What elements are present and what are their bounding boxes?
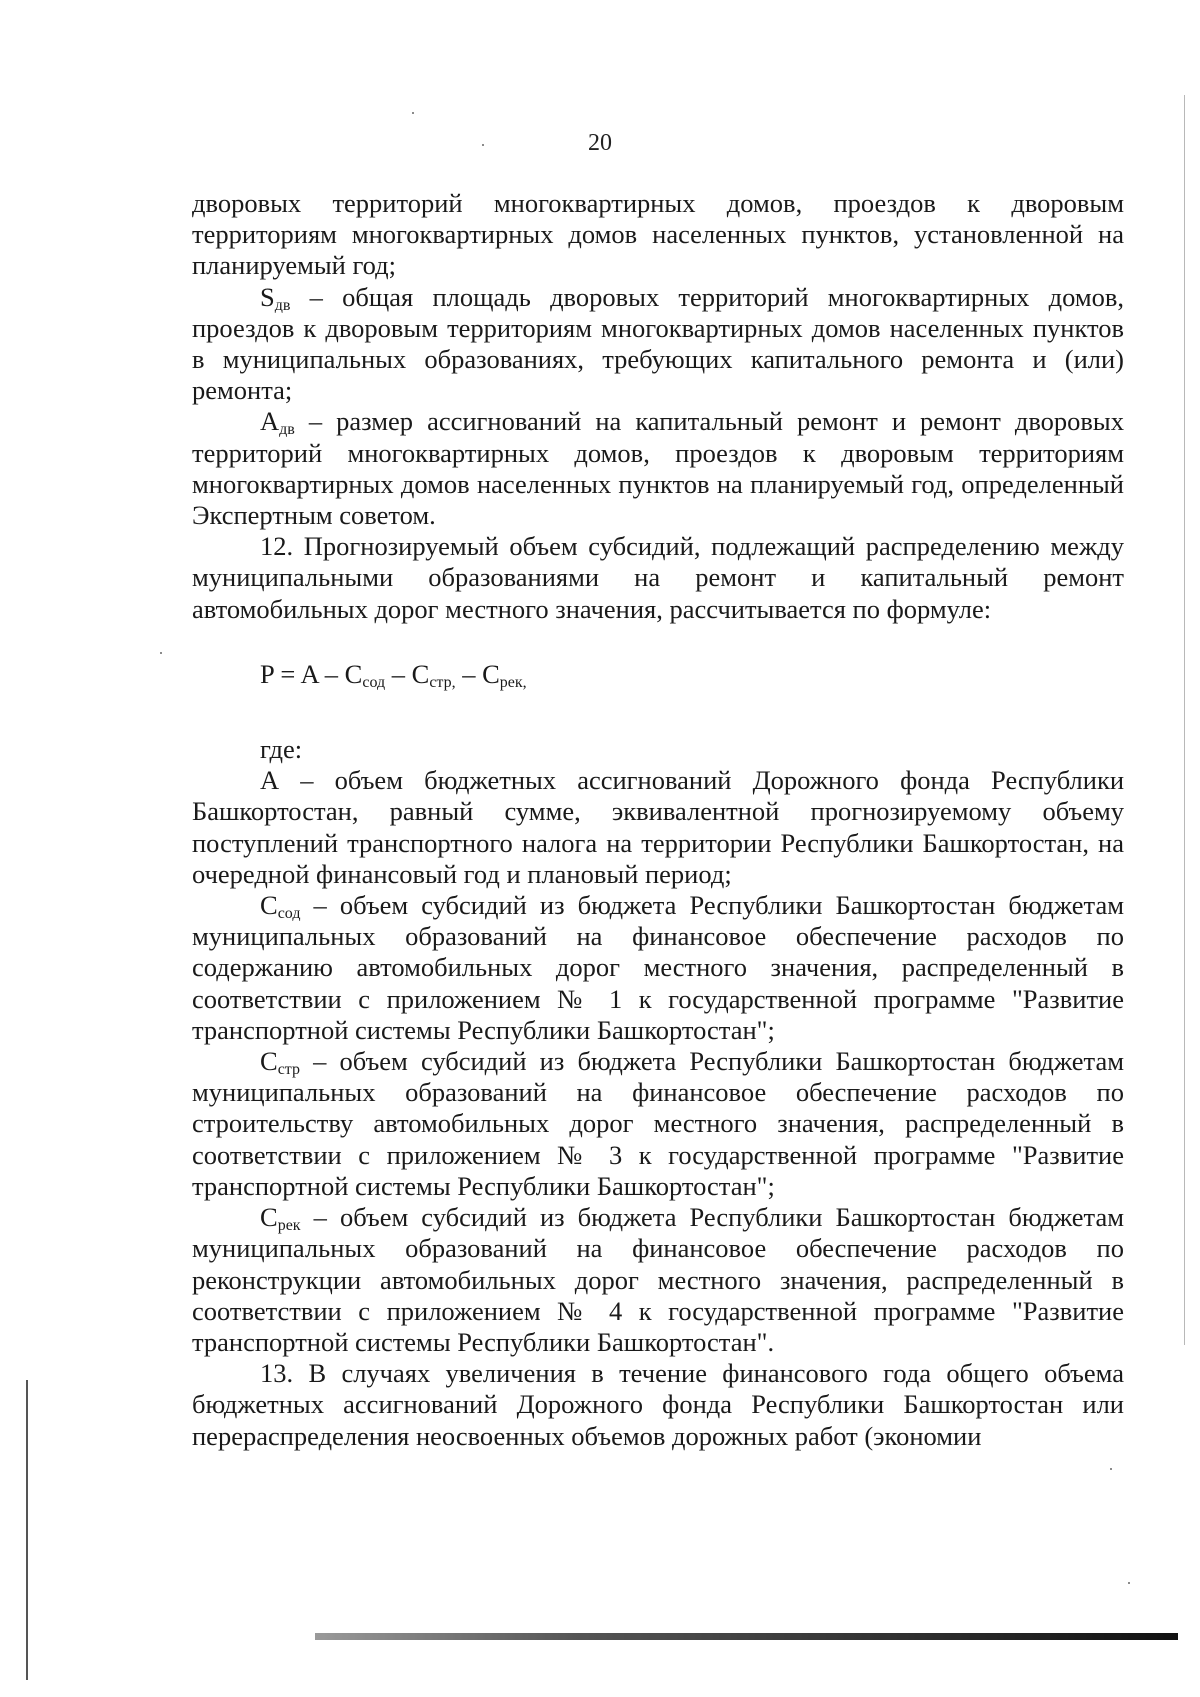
- definition-text: – объем субсидий из бюджета Республики Башкортостан бюджетам муниципальных образований на финансовое обеспечение расходов по строительству автомобильных дорог местного значения, распределенный в соответствии с приложением № 3 к государственной программе "Развитие транспортной системы Республики Башкортостан";: [192, 1046, 1124, 1201]
- definition-text: – общая площадь дворовых территорий многоквартирных домов, проездов к дворовым территориям многоквартирных домов населенных пунктов в муниципальных образованиях, требующих капитального ремонта и (или) ремонта;: [192, 281, 1124, 406]
- scan-speck: [1110, 1468, 1112, 1470]
- symbol-c: С: [260, 890, 278, 921]
- paragraph-a-definition: А – объем бюджетных ассигнований Дорожного фонда Республики Башкортостан, равный сумме, эквивалентной прогнозируемому объему поступлений транспортного налога на территории Республики Башкортостан, на очередной финансовый год и плановый период;: [192, 765, 1124, 889]
- definition-text: – размер ассигнований на капитальный ремонт и ремонт дворовых территорий многоквартирных домов, проездов к дворовым территориям многоквартирных домов населенных пунктов на планируемый год, определенный Экспертным советом.: [192, 406, 1124, 531]
- symbol-c: С: [260, 1046, 278, 1077]
- paragraph-a-dv: [192, 406, 1124, 531]
- paragraph-c-rek: [192, 1202, 1124, 1358]
- formula-subscript: сод: [362, 673, 386, 691]
- scan-speck: [412, 112, 414, 114]
- symbol-c: С: [260, 1202, 278, 1233]
- formula-subscript: стр,: [429, 673, 456, 691]
- paragraph-s-dv: [192, 282, 1124, 407]
- document-body: [192, 188, 1124, 1452]
- symbol-subscript: сод: [277, 905, 301, 923]
- paragraph-c-sod: [192, 890, 1124, 1046]
- paragraph-continuation: дворовых территорий многоквартирных домов, проездов к дворовым территориям многоквартирных домов населенных пунктов, установленной на планируемый год;: [192, 188, 1124, 281]
- page-number: 20: [588, 130, 612, 156]
- symbol-subscript: дв: [274, 296, 291, 314]
- formula: [260, 659, 1124, 690]
- scan-bottom-rule: [315, 1633, 1178, 1640]
- symbol-a: А: [260, 406, 280, 437]
- symbol-s: S: [260, 281, 275, 312]
- scan-edge-right: [1184, 95, 1185, 1345]
- symbol-subscript: стр: [277, 1061, 300, 1079]
- scan-edge-left: [26, 1380, 28, 1680]
- symbol-subscript: дв: [279, 421, 295, 439]
- formula-part: – C: [455, 658, 500, 689]
- scan-speck: [160, 652, 162, 654]
- where-label: где:: [260, 734, 303, 765]
- formula-subscript: рек,: [499, 673, 527, 691]
- formula-part: P = A – C: [260, 658, 363, 689]
- formula-part: – C: [385, 658, 430, 689]
- scan-speck: [1128, 1582, 1130, 1584]
- paragraph-12: 12. Прогнозируемый объем субсидий, подлежащий распределению между муниципальными образованиями на ремонт и капитальный ремонт автомобильных дорог местного значения, рассчитывается по формуле:: [192, 531, 1124, 624]
- definition-text: – объем субсидий из бюджета Республики Башкортостан бюджетам муниципальных образований на финансовое обеспечение расходов по реконструкции автомобильных дорог местного значения, распределенный в соответствии с приложением № 4 к государственной программе "Развитие транспортной системы Республики Башкортостан".: [192, 1202, 1124, 1357]
- symbol-subscript: рек: [277, 1217, 301, 1235]
- paragraph-c-str: [192, 1046, 1124, 1202]
- paragraph-13: 13. В случаях увеличения в течение финансового года общего объема бюджетных ассигнований Дорожного фонда Республики Башкортостан или перераспределения неосвоенных объемов дорожных работ (экономии: [192, 1358, 1124, 1451]
- scan-speck: [482, 144, 484, 146]
- definition-text: – объем субсидий из бюджета Республики Башкортостан бюджетам муниципальных образований на финансовое обеспечение расходов по содержанию автомобильных дорог местного значения, распределенный в соответствии с приложением № 1 к государственной программе "Развитие транспортной системы Республики Башкортостан";: [192, 890, 1124, 1045]
